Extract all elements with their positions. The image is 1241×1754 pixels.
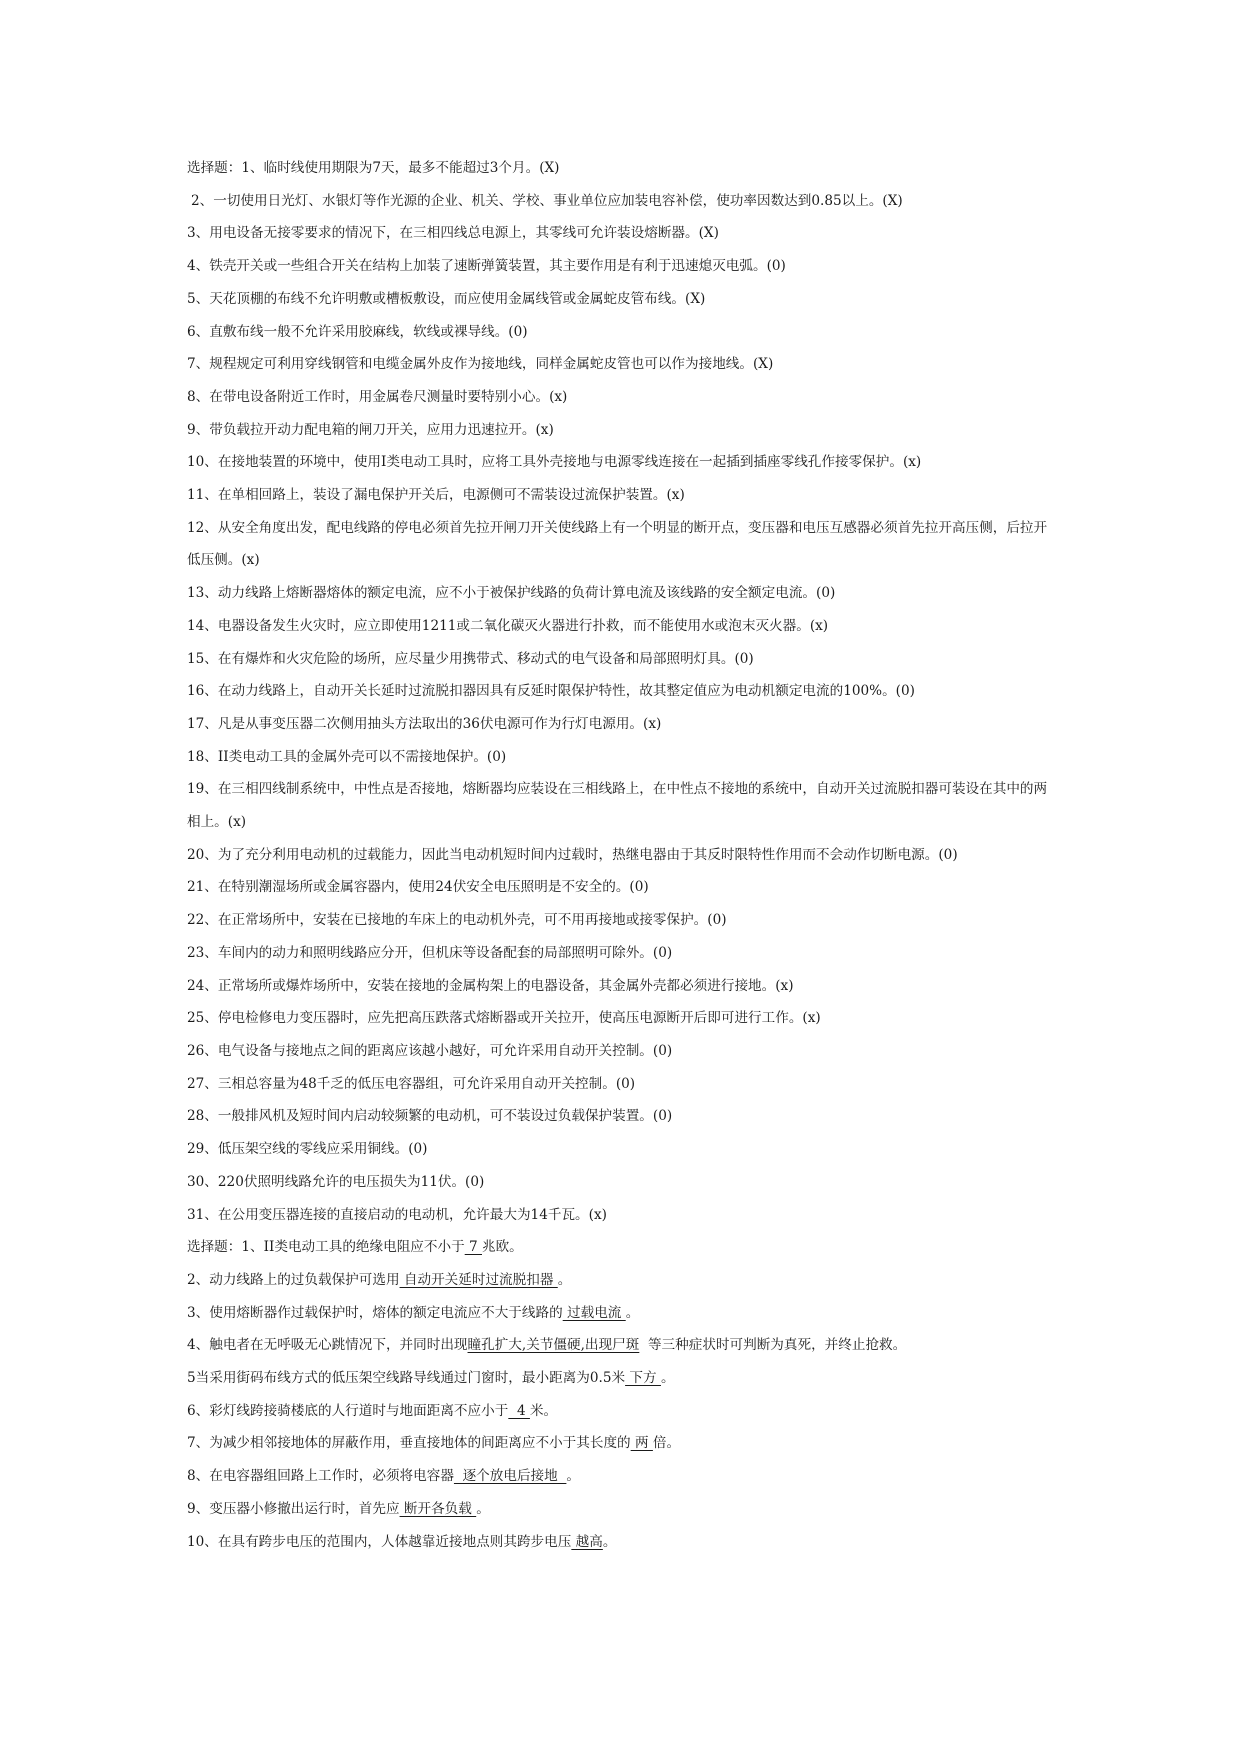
underlined-answer: 4 <box>508 1402 530 1419</box>
item-text-after: 。 <box>625 1304 640 1321</box>
item-text: 变压器小修撤出运行时，首先应 <box>209 1500 400 1517</box>
true-false-item-5 <box>187 283 1067 316</box>
underlined-answer: 两 <box>630 1435 653 1452</box>
item-text-after: 倍。 <box>652 1435 681 1452</box>
item-number: 3、 <box>187 1304 210 1321</box>
true-false-item-6 <box>187 316 1067 349</box>
item-text: 在接地装置的环境中，使用I类电动工具时，应将工具外壳接地与电源零线连接在一起插到插座零线孔作接零保护。(x) <box>217 454 922 471</box>
item-number: 31、 <box>187 1206 218 1223</box>
item-text: 三相总容量为48千乏的低压电容器组，可允许采用自动开关控制。(0) <box>217 1075 636 1092</box>
item-number: 21、 <box>187 879 218 896</box>
item-text: 电气设备与接地点之间的距离应该越小越好，可允许采用自动开关控制。(0) <box>217 1042 673 1059</box>
true-false-item-4 <box>187 250 1067 283</box>
item-text: 动力线路上熔断器熔体的额定电流，应不小于被保护线路的负荷计算电流及该线路的安全额定电流。(0) <box>217 585 836 602</box>
item-number: 17、 <box>187 715 218 732</box>
item-number: 18、 <box>187 748 218 765</box>
item-number: 5、 <box>187 290 210 307</box>
item-number: 8、 <box>187 388 210 405</box>
true-false-item-19 <box>187 773 1052 838</box>
item-number: 24、 <box>187 977 218 994</box>
item-text: 在三相四线制系统中，中性点是否接地，熔断器均应装设在三相线路上，在中性点不接地的系统中，自动开关过流脱扣器可装设在其中的两相上。(x) <box>187 781 1048 831</box>
item-number: 4、 <box>187 258 210 275</box>
item-text: 为了充分利用电动机的过载能力，因此当电动机短时间内过载时，热继电器由于其反时限特性作用而不会动作切断电源。(0) <box>217 846 958 863</box>
fill-blank-item-5 <box>187 1362 1067 1395</box>
item-text: 正常场所或爆炸场所中，安装在接地的金属构架上的电器设备，其金属外壳都必须进行接地。(x) <box>217 977 794 994</box>
item-number: 9、 <box>187 421 210 438</box>
item-text: II类电动工具的金属外壳可以不需接地保护。(0) <box>217 748 507 765</box>
true-false-item-25 <box>187 1002 1067 1035</box>
true-false-item-15 <box>187 643 1067 676</box>
item-number: 3、 <box>187 225 210 242</box>
item-text-after: 。 <box>557 1271 572 1288</box>
item-text: 从安全角度出发，配电线路的停电必须首先拉开闸刀开关使线路上有一个明显的断开点，变压器和电压互感器必须首先拉开高压侧，后拉开低压侧。(x) <box>187 519 1048 569</box>
true-false-item-12 <box>187 512 1052 577</box>
item-text: 在电容器组回路上工作时，必须将电容器 <box>209 1468 454 1485</box>
true-false-item-13 <box>187 577 1067 610</box>
item-text: 一切使用日光灯、水银灯等作光源的企业、机关、学校、事业单位应加装电容补偿，使功率因数达到0.85以上。(X) <box>213 192 903 209</box>
true-false-item-28 <box>187 1100 1067 1133</box>
item-number: 22、 <box>187 912 218 929</box>
item-text: 带负载拉开动力配电箱的闸刀开关，应用力迅速拉开。(x) <box>209 421 554 438</box>
item-number: 23、 <box>187 944 218 961</box>
item-number: 29、 <box>187 1141 218 1158</box>
item-number: 5 <box>187 1370 196 1387</box>
item-text: 触电者在无呼吸无心跳情况下，并同时出现 <box>209 1337 468 1354</box>
item-text: 在单相回路上，装设了漏电保护开关后，电源侧可不需装设过流保护装置。(x) <box>217 487 685 504</box>
item-text: II类电动工具的绝缘电阻应不小于 <box>263 1239 465 1256</box>
item-number: 12、 <box>187 519 218 536</box>
true-false-item-7 <box>187 348 1067 381</box>
fill-blank-item-2 <box>187 1264 1067 1297</box>
item-text-after: 。 <box>566 1468 580 1485</box>
true-false-item-31 <box>187 1199 1067 1232</box>
item-number: 2、 <box>191 192 214 209</box>
fill-blank-item-4 <box>187 1329 1067 1362</box>
item-number: 7、 <box>187 356 210 373</box>
true-false-item-23 <box>187 937 1067 970</box>
item-text: 为减少相邻接地体的屏蔽作用，垂直接地体的间距离应不小于其长度的 <box>209 1435 631 1452</box>
document-body <box>187 152 1067 1558</box>
true-false-item-9 <box>187 414 1067 447</box>
true-false-item-18 <box>187 741 1067 774</box>
underlined-answer: 越高 <box>571 1533 603 1550</box>
item-text: 低压架空线的零线应采用铜线。(0) <box>217 1141 428 1158</box>
true-false-item-24 <box>187 970 1067 1003</box>
fill-blank-item-8 <box>187 1460 1067 1493</box>
true-false-item-27 <box>187 1068 1067 1101</box>
item-text: 铁壳开关或一些组合开关在结构上加装了速断弹簧装置，其主要作用是有利于迅速熄灭电弧。(0) <box>209 258 786 275</box>
underlined-answer: 逐个放电后接地 <box>453 1468 567 1485</box>
item-text: 直敷布线一般不允许采用胶麻线，软线或裸导线。(0) <box>209 323 528 340</box>
item-number: 27、 <box>187 1075 218 1092</box>
true-false-item-17 <box>187 708 1067 741</box>
item-text: 一般排风机及短时间内启动较频繁的电动机，可不装设过负载保护装置。(0) <box>217 1108 673 1125</box>
true-false-item-14 <box>187 610 1067 643</box>
item-number: 16、 <box>187 683 218 700</box>
item-number: 11、 <box>187 487 218 504</box>
item-text-after: 兆欧。 <box>481 1239 523 1256</box>
item-number: 20、 <box>187 846 218 863</box>
item-text: 天花顶棚的布线不允许明敷或槽板敷设，而应使用金属线管或金属蛇皮管布线。(X) <box>209 290 706 307</box>
fill-blank-item-3 <box>187 1297 1067 1330</box>
item-text: 车间内的动力和照明线路应分开，但机床等设备配套的局部照明可除外。(0) <box>217 944 673 961</box>
true-false-item-26 <box>187 1035 1067 1068</box>
item-number: 1、 <box>241 160 264 176</box>
item-text: 220伏照明线路允许的电压损失为11伏。(0) <box>217 1173 485 1190</box>
item-number: 13、 <box>187 585 218 602</box>
item-text: 在公用变压器连接的直接启动的电动机，允许最大为14千瓦。(x) <box>217 1206 607 1223</box>
item-text: 用电设备无接零要求的情况下，在三相四线总电源上，其零线可允许装设熔断器。(X) <box>209 225 719 242</box>
true-false-item-20 <box>187 839 1067 872</box>
item-text: 在正常场所中，安装在已接地的车床上的电动机外壳，可不用再接地或接零保护。(0) <box>217 912 727 929</box>
underlined-answer: 过载电流 <box>562 1304 626 1321</box>
item-text: 使用熔断器作过载保护时，熔体的额定电流应不大于线路的 <box>209 1304 563 1321</box>
item-text-after: 等三种症状时可判断为真死，并终止抢救。 <box>639 1337 907 1354</box>
item-number: 14、 <box>187 617 218 634</box>
fill-blank-item-1 <box>187 1231 1067 1264</box>
item-text-after: 米。 <box>529 1402 558 1419</box>
item-text: 规程规定可利用穿线钢管和电缆金属外皮作为接地线，同样金属蛇皮管也可以作为接地线。(X) <box>209 356 774 373</box>
item-number: 25、 <box>187 1010 218 1027</box>
fill-blank-item-7 <box>187 1427 1067 1460</box>
item-text: 停电检修电力变压器时，应先把高压跌落式熔断器或开关拉开，使高压电源断开后即可进行工作。(x) <box>217 1010 821 1027</box>
item-number: 1、 <box>241 1239 264 1256</box>
item-text: 在带电设备附近工作时，用金属卷尺测量时要特别小心。(x) <box>209 388 568 405</box>
true-false-item-1 <box>187 152 1067 185</box>
item-number: 8、 <box>187 1468 210 1485</box>
item-number: 9、 <box>187 1500 210 1517</box>
item-number: 28、 <box>187 1108 218 1125</box>
item-number: 15、 <box>187 650 218 667</box>
item-text: 临时线使用期限为7天，最多不能超过3个月。(X) <box>263 160 560 176</box>
item-number: 4、 <box>187 1337 210 1354</box>
true-false-item-10 <box>187 446 1067 479</box>
true-false-item-11 <box>187 479 1067 512</box>
fill-blank-item-6 <box>187 1395 1067 1428</box>
true-false-item-30 <box>187 1166 1067 1199</box>
item-text-after: 。 <box>660 1370 675 1387</box>
item-text: 在动力线路上，自动开关长延时过流脱扣器因具有反延时限保护特性，故其整定值应为电动机额定电流的100%。(0) <box>217 683 915 700</box>
true-false-item-2 <box>187 185 1067 218</box>
true-false-item-8 <box>187 381 1067 414</box>
item-text-after: 。 <box>602 1533 617 1550</box>
item-number: 26、 <box>187 1042 218 1059</box>
fill-blank-item-9 <box>187 1493 1067 1526</box>
item-number: 10、 <box>187 1533 218 1550</box>
item-text: 在具有跨步电压的范围内，人体越靠近接地点则其跨步电压 <box>217 1533 572 1550</box>
true-false-item-21 <box>187 871 1067 904</box>
section-label: 选择题： <box>187 160 242 176</box>
item-number: 19、 <box>187 781 218 798</box>
underlined-answer: 自动开关延时过流脱扣器 <box>399 1271 558 1288</box>
fill-blank-item-10 <box>187 1526 1067 1559</box>
item-text: 彩灯线跨接骑楼底的人行道时与地面距离不应小于 <box>209 1402 509 1419</box>
true-false-item-29 <box>187 1133 1067 1166</box>
underlined-answer: 下方 <box>625 1370 661 1387</box>
item-number: 6、 <box>187 323 210 340</box>
item-number: 2、 <box>187 1271 210 1288</box>
item-text: 凡是从事变压器二次侧用抽头方法取出的36伏电源可作为行灯电源用。(x) <box>217 715 662 732</box>
true-false-item-3 <box>187 217 1067 250</box>
item-number: 30、 <box>187 1173 218 1190</box>
item-text: 在有爆炸和火灾危险的场所，应尽量少用携带式、移动式的电气设备和局部照明灯具。(0) <box>217 650 754 667</box>
underlined-answer: 断开各负载 <box>399 1500 477 1517</box>
item-text: 动力线路上的过负载保护可选用 <box>209 1271 400 1288</box>
true-false-item-22 <box>187 904 1067 937</box>
item-text-after: 。 <box>476 1500 490 1517</box>
item-text: 电器设备发生火灾时，应立即使用1211或二氧化碳灭火器进行扑救，而不能使用水或泡末灭火器。(x) <box>217 617 829 634</box>
true-false-item-16 <box>187 675 1067 708</box>
underlined-answer: 瞳孔扩大,关节僵硬,出现尸斑 <box>467 1337 640 1354</box>
section-label: 选择题： <box>187 1239 242 1256</box>
underlined-answer: 7 <box>464 1239 482 1256</box>
item-number: 6、 <box>187 1402 210 1419</box>
item-number: 7、 <box>187 1435 210 1452</box>
item-text: 在特别潮湿场所或金属容器内，使用24伏安全电压照明是不安全的。(0) <box>217 879 649 896</box>
item-number: 10、 <box>187 454 218 471</box>
item-text: 当采用街码布线方式的低压架空线路导线通过门窗时，最小距离为0.5米 <box>195 1370 626 1387</box>
